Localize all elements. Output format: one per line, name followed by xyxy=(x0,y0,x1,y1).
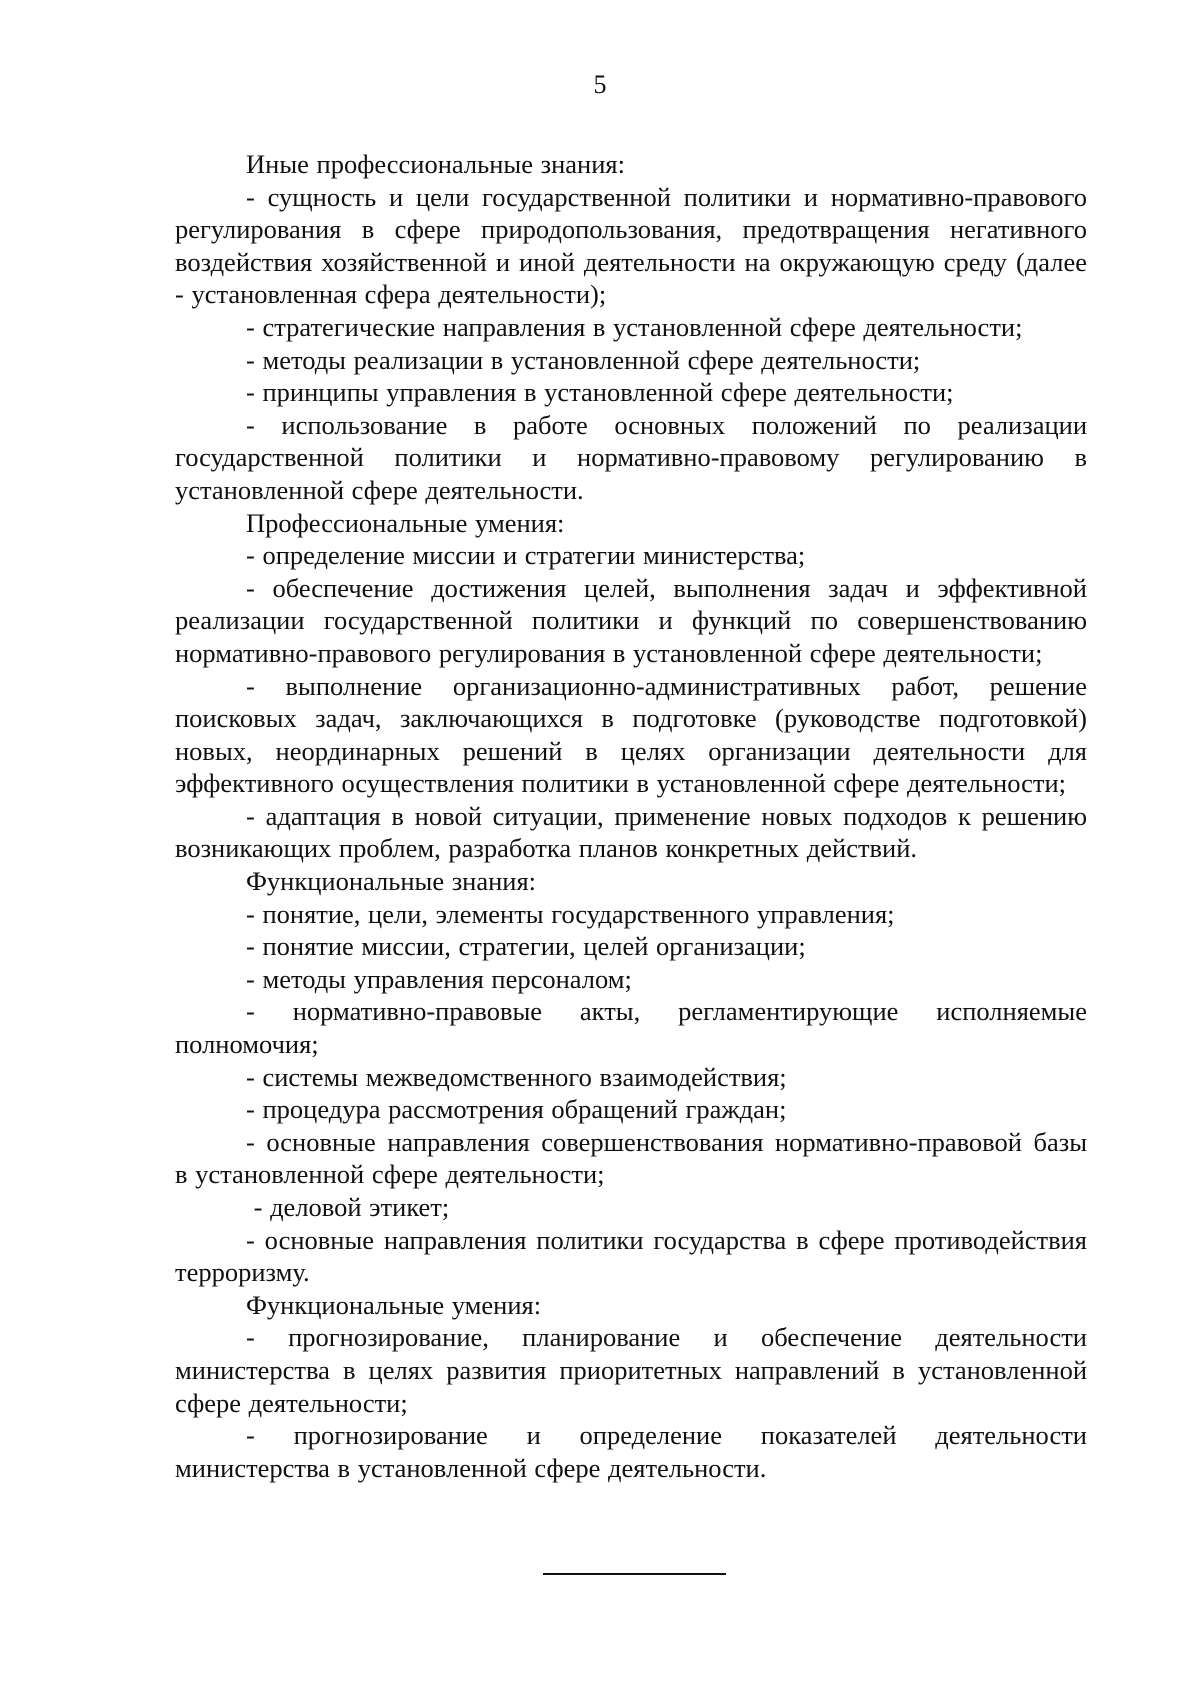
list-item: - деловой этикет; xyxy=(246,1192,450,1222)
end-of-document-rule xyxy=(543,1573,726,1575)
list-item: - сущность и цели государственной политики и нормативно-правового регулирования в сфере природопользования, предотвращения негативного воздействия хозяйственной и иной деятельности на окружающую среду (далее - установленная сфера деятельности); xyxy=(175,181,1087,310)
list-item: - методы реализации в установленной сфере деятельности; xyxy=(246,344,921,375)
heading-professional-skills: Профессиональные умения: xyxy=(246,507,565,538)
list-item: - стратегические направления в установленной сфере деятельности; xyxy=(246,311,1023,342)
list-item: - выполнение организационно-административных работ, решение поисковых задач, заключающихся в подготовке (руководстве подготовкой) новых, неординарных решений в целях организации деятельности для эффективного осуществления политики в установленной сфере деятельности; xyxy=(175,670,1087,799)
list-item: - прогнозирование, планирование и обеспечение деятельности министерства в целях развития приоритетных направлений в установленной сфере деятельности; xyxy=(175,1322,1087,1418)
list-item: - прогнозирование и определение показателей деятельности министерства в установленной сфере деятельности. xyxy=(175,1420,1087,1483)
list-item: - принципы управления в установленной сфере деятельности; xyxy=(246,377,954,408)
list-item: - использование в работе основных положений по реализации государственной политики и нормативно-правовому регулированию в установленной сфере деятельности. xyxy=(175,409,1087,505)
heading-functional-skills: Функциональные умения: xyxy=(246,1289,542,1320)
list-item: - методы управления персоналом; xyxy=(246,963,632,994)
list-item: - понятие миссии, стратегии, целей организации; xyxy=(246,931,806,962)
list-item: - обеспечение достижения целей, выполнения задач и эффективной реализации государственной политики и функций по совершенствованию нормативно-правового регулирования в установленной сфере деятельности; xyxy=(175,572,1087,668)
page-number: 5 xyxy=(593,70,607,99)
heading-functional-knowledge: Функциональные знания: xyxy=(246,866,537,897)
list-item: - основные направления политики государства в сфере противодействия терроризму. xyxy=(175,1224,1087,1288)
list-item: - системы межведомственного взаимодействия; xyxy=(246,1061,787,1092)
list-item: - нормативно-правовые акты, регламентирующие исполняемые полномочия; xyxy=(175,996,1087,1060)
list-item: - понятие, цели, элементы государственного управления; xyxy=(246,898,895,929)
heading-other-professional-knowledge: Иные профессиональные знания: xyxy=(246,149,625,179)
list-item: - процедура рассмотрения обращений граждан; xyxy=(246,1094,787,1125)
list-item: - основные направления совершенствования нормативно-правовой базы в установленной сфере деятельности; xyxy=(175,1126,1087,1190)
list-item: - определение миссии и стратегии министерства; xyxy=(246,540,806,571)
list-item: - адаптация в новой ситуации, применение новых подходов к решению возникающих проблем, разработка планов конкретных действий. xyxy=(175,800,1087,864)
document-body xyxy=(175,148,1087,1484)
